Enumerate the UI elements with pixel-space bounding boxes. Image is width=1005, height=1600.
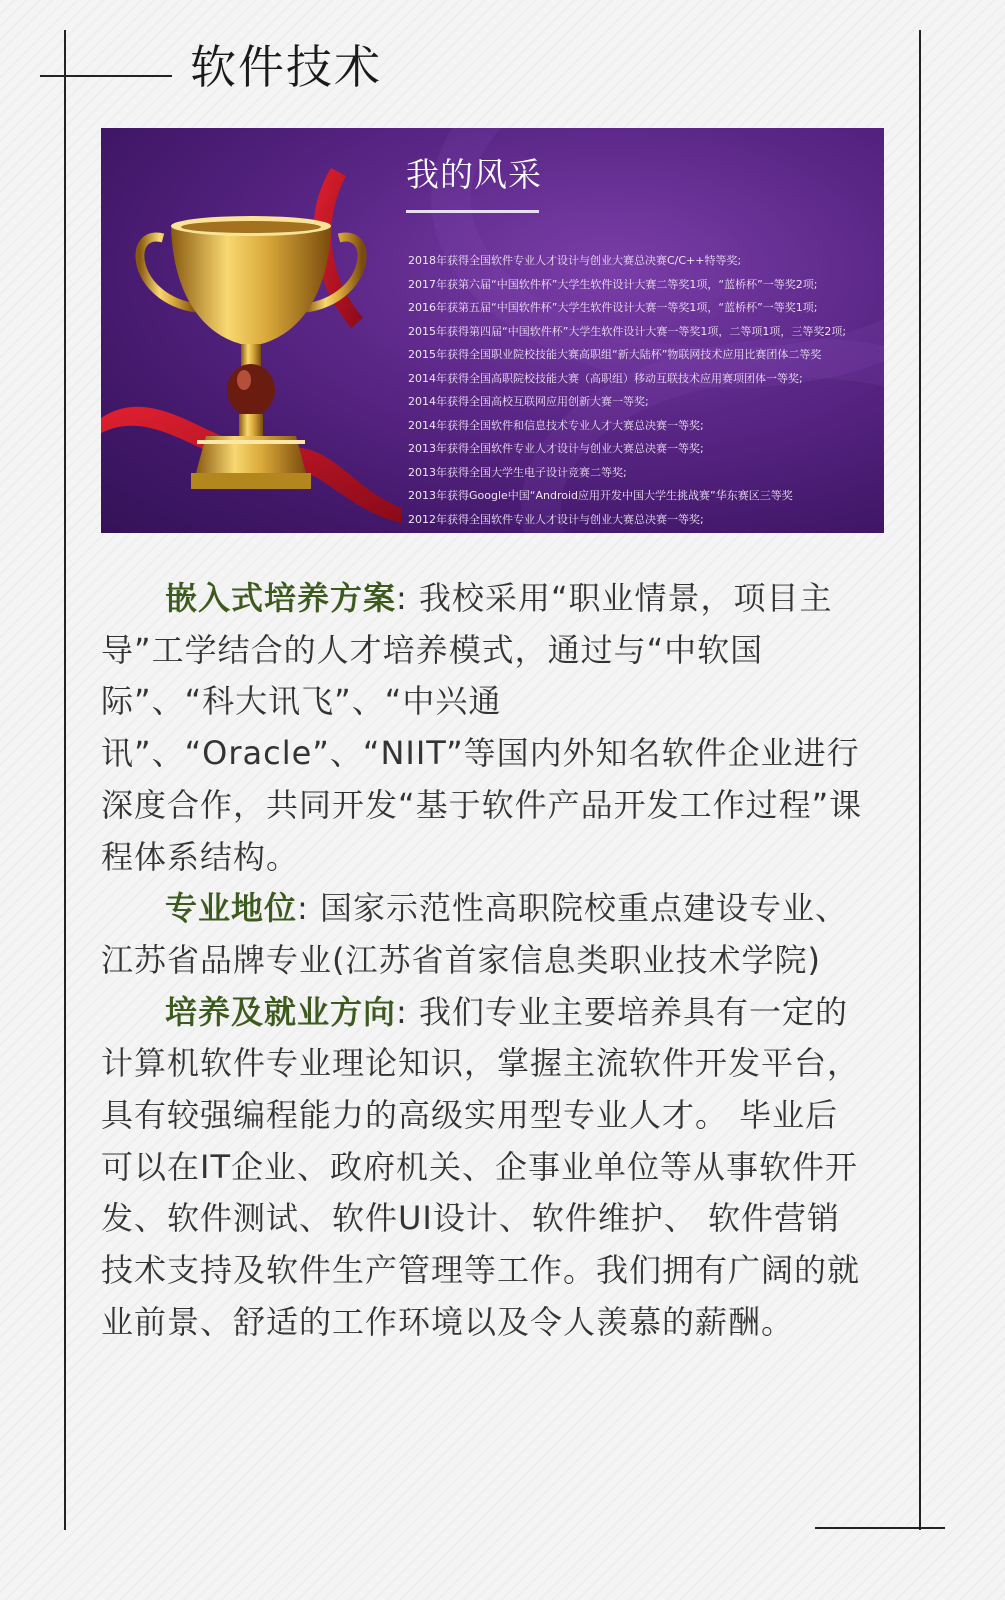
paragraph-lead: 专业地位 <box>165 889 298 928</box>
paragraph-training-plan <box>101 573 871 883</box>
award-item: 2013年获得全国大学生电子设计竞赛二等奖; <box>408 465 627 479</box>
award-item: 2014年获得全国高职院校技能大赛（高职组）移动互联技术应用赛项团体一等奖; <box>408 371 803 385</box>
footer-rule-line <box>815 1527 945 1529</box>
award-item: 2018年获得全国软件专业人才设计与创业大赛总决赛C/C++特等奖; <box>408 254 742 267</box>
awards-list <box>408 249 846 531</box>
paragraph-lead: 嵌入式培养方案 <box>165 579 397 617</box>
paragraph-text: : 我们专业主要培养具有一定的计算机软件专业理论知识，掌握主流软件开发平台，具有较强编程能力的高级实用型专业人才。 毕业后可以在IT企业、政府机关、企事业单位等从事软件开发、软件测试、软件UI设计、软件维护、 软件营销技术支持及软件生产管理等工作。我们拥有广阔的就业前景、舒适的工作环境以及令人羡慕的薪酬。 <box>101 992 861 1341</box>
section-title: 软件技术 <box>190 40 382 94</box>
award-item: 2014年获得全国软件和信息技术专业人才大赛总决赛一等奖; <box>408 418 704 432</box>
banner-heading-underline <box>406 210 539 213</box>
award-item: 2015年获得全国职业院校技能大赛高职组“新大陆杯”物联网技术应用比赛团体二等奖 <box>408 348 822 361</box>
paragraph-text: : 国家示范性高职院校重点建设专业、江苏省品牌专业(江苏省首家信息类职业技术学院) <box>101 889 848 979</box>
award-item: 2012年获得全国软件专业人才设计与创业大赛总决赛一等奖; <box>408 512 704 526</box>
paragraph-lead: 培养及就业方向 <box>165 992 397 1031</box>
paragraph-major-status <box>101 883 871 986</box>
award-item: 2014年获得全国高校互联网应用创新大赛一等奖; <box>408 395 649 408</box>
paragraph-career-direction <box>101 987 871 1349</box>
award-item: 2015年获得第四届“中国软件杯”大学生软件设计大赛一等奖1项，二等项1项，三等奖2项; <box>408 324 847 338</box>
award-item: 2013年获得Google中国“Android应用开发中国大学生挑战赛”华东赛区三等奖 <box>408 489 793 502</box>
title-rule-line <box>40 75 172 77</box>
award-item: 2016年获第五届“中国软件杯”大学生软件设计大赛一等奖1项，“蓝桥杯”一等奖1项; <box>408 301 818 314</box>
paragraph-text: : 我校采用“职业情景，项目主导”工学结合的人才培养模式，通过与“中软国际”、“科大讯飞”、“中兴通讯”、“Oracle”、“NIIT”等国内外知名软件企业进行深度合作，共同开发“基于软件产品开发工作过程”课程体系结构。 <box>101 579 863 876</box>
awards-banner <box>101 128 884 533</box>
frame-right-line <box>919 30 921 1530</box>
article-body <box>101 573 871 1349</box>
trophy-icon <box>101 128 401 533</box>
award-item: 2017年获第六届“中国软件杯”大学生软件设计大赛二等奖1项，“蓝桥杯”一等奖2项; <box>408 277 818 291</box>
award-item: 2013年获得全国软件专业人才设计与创业大赛总决赛一等奖; <box>408 442 704 455</box>
banner-heading: 我的风采 <box>406 155 542 194</box>
frame-left-line <box>64 30 66 1530</box>
